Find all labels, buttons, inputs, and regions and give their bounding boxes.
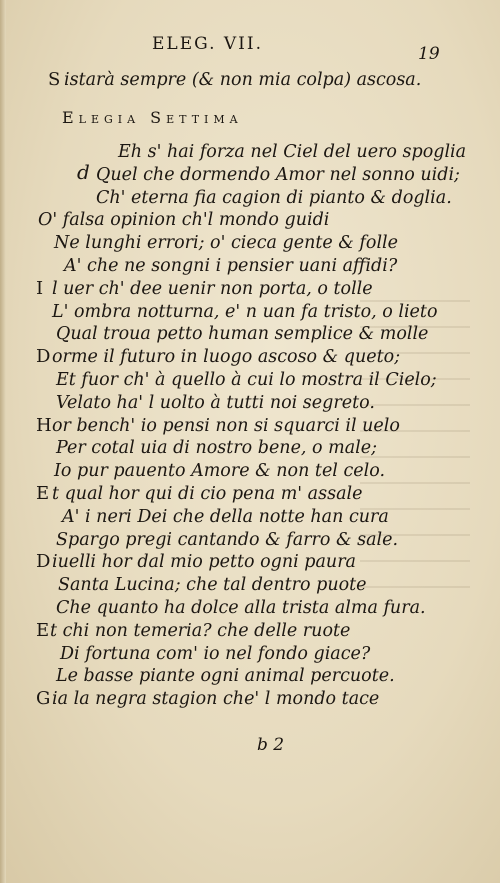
page-number: 19 [418,44,440,64]
verse-line: Che quanto ha dolce alla trista alma fura. [56,598,426,618]
verse-line: Santa Lucina; che tal dentro puote [58,575,367,596]
opening-line-text: istarà sempre (& non mia colpa) ascosa. [64,70,422,90]
verse-line: or bench' io pensi non si squarci il uelo [52,415,400,436]
verse-line: Ne lunghi errori; o' cieca gente & folle [54,233,398,254]
verse-initial: D [36,346,51,368]
verse-line: Eh s' hai forza nel Ciel del uero spoglia [118,142,467,162]
page-header [0,34,500,64]
verse-initial: E [36,619,50,641]
drop-cap: d [77,160,90,184]
verse-line: Di fortuna com' io nel fondo giace? [60,643,371,664]
verse-line: Velato ha' l uolto à tutti noi segreto. [56,392,375,413]
verse-line: L' ombra notturna, e' n uan fa tristo, o lieto [52,301,438,322]
verse-line: l uer ch' dee uenir non porta, o tolle [52,278,373,299]
verse-line: Qual troua petto human semplice & molle [56,324,429,345]
elegy-title: Elegia Settima [62,108,243,127]
verse-line: Et fuor ch' à quello à cui lo mostra il Cielo; [56,370,437,390]
opening-line-initial: S [48,69,61,90]
verse-line: Ch' eterna fia cagion di pianto & doglia. [96,187,452,208]
verse-initial: G [36,688,51,710]
verse-initial: I [36,277,44,299]
page-edge-shadow [0,0,6,883]
verse-line: Le basse piante ogni animal percuote. [56,666,395,687]
verse-line: orme il futuro in luogo ascoso & queto; [52,347,401,368]
verse-initial: H [36,414,52,436]
verse-line: t qual hor qui di cio pena m' assale [52,484,363,504]
verse-line: t chi non temeria? che delle ruote [50,620,351,641]
verse-line: A' i neri Dei che della notte han cura [62,506,389,527]
running-head: ELEG. VII. [152,34,264,54]
verse-initial: D [36,551,51,573]
verse-line: Io pur pauento Amore & non tel celo. [54,461,386,482]
verse-initial: E [36,483,50,504]
verse-line: Per cotal uia di nostro bene, o male; [56,438,378,459]
verse-line: O' falsa opinion ch'l mondo guidi [38,210,330,231]
verse-line: Spargo pregi cantando & farro & sale. [56,529,399,550]
signature-mark: b 2 [257,735,285,755]
verse-line: Quel che dormendo Amor nel sonno uidi; [96,164,460,185]
verse-line: iuelli hor dal mio petto ogni paura [52,552,356,573]
verse-line: A' che ne songni i pensier uani affidi? [64,256,398,276]
verse-line: ia la negra stagion che' l mondo tace [52,689,380,710]
